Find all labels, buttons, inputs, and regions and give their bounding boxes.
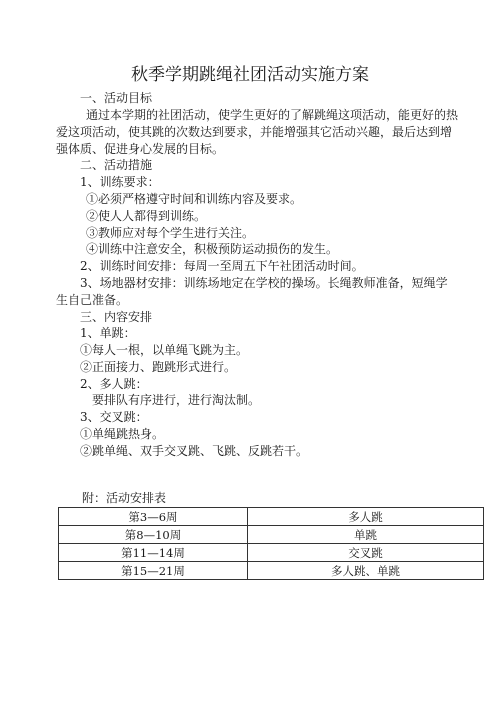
requirement-item: ①必须严格遵守时间和训练内容及要求。 [86,192,303,206]
single-jump-item: ①每人一根，以单绳飞跳为主。 [80,343,249,357]
table-cell-weeks: 第3—6周 [59,508,248,526]
section-1-paragraph-line-2: 爱这项活动，使其跳的次数达到要求，并能增强其它活动兴趣，最后达到增 [56,125,453,139]
table-row [59,508,484,526]
appendix-label: 附：活动安排表 [82,491,167,505]
table-row [59,526,484,544]
single-jump-label: 1、单跳： [80,326,136,340]
schedule-table [58,507,484,580]
training-requirements-label: 1、训练要求： [80,175,160,189]
cross-jump-item: ①单绳跳热身。 [80,427,165,441]
table-cell-weeks: 第15—21周 [59,562,248,580]
table-cell-activity: 单跳 [248,526,484,544]
cross-jump-label: 3、交叉跳： [80,410,148,424]
section-2-heading: 二、活动措施 [80,158,153,172]
requirement-item: ④训练中注意安全，积极预防运动损伤的发生。 [86,242,339,256]
section-1-paragraph-line-1: 通过本学期的社团活动，使学生更好的了解跳绳这项活动，能更好的热 [86,108,459,122]
single-jump-item: ②正面接力、跑跳形式进行。 [80,360,237,374]
table-row [59,562,484,580]
requirement-item: ②使人人都得到训练。 [86,209,207,223]
group-jump-item: 要排队有序进行，进行淘汰制。 [92,393,261,407]
document-title: 秋季学期跳绳社团活动实施方案 [131,65,369,85]
venue-equipment-line-2: 生自己准备。 [56,293,129,307]
table-cell-activity: 多人跳、单跳 [248,562,484,580]
table-cell-weeks: 第8—10周 [59,526,248,544]
table-cell-activity: 多人跳 [248,508,484,526]
section-3-heading: 三、内容安排 [80,310,153,324]
section-1-paragraph-line-3: 强体质、促进身心发展的目标。 [56,142,225,156]
table-cell-activity: 交叉跳 [248,544,484,562]
training-time: 2、训练时间安排：每周一至周五下午社团活动时间。 [80,259,364,273]
group-jump-label: 2、多人跳： [80,377,148,391]
table-row [59,544,484,562]
cross-jump-item: ②跳单绳、双手交叉跳、飞跳、反跳若干。 [80,444,309,458]
table-cell-weeks: 第11—14周 [59,544,248,562]
requirement-item: ③教师应对每个学生进行关注。 [86,226,255,240]
venue-equipment-line-1: 3、场地器材安排：训练场地定在学校的操场。长绳教师准备，短绳学 [80,276,448,290]
section-1-heading: 一、活动目标 [80,91,153,105]
